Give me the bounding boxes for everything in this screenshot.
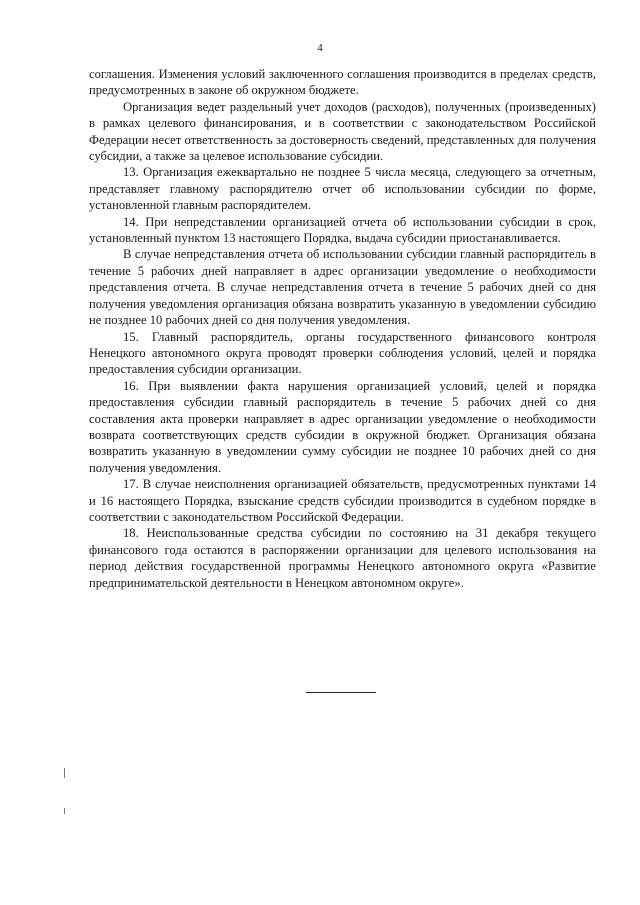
scan-speck [64, 768, 65, 778]
paragraph-14: 14. При непредставлении организацией отчета об использовании субсидии в срок, установленный пунктом 13 настоящего Порядка, выдача субсидии приостанавливается. [89, 214, 596, 246]
scan-speck [64, 808, 65, 814]
page-number: 4 [317, 42, 323, 54]
paragraph-14-notice: В случае непредставления отчета об использовании субсидии главный распорядитель в течение 5 рабочих дней направляет в адрес организации уведомление о необходимости представления отчета. В случае непредставления отчета в течение 5 рабочих дней со дня получения уведомления организация обязана возвратить указанную в уведомлении субсидию не позднее 10 рабочих дней со дня получения уведомления. [89, 247, 596, 328]
paragraph-18: 18. Неиспользованные средства субсидии по состоянию на 31 декабря текущего финансового года остаются в распоряжении организации для целевого использования на период действия государственной программы Ненецкого автономного округа «Развитие предпринимательской деятельности в Ненецком автономном округе». [89, 526, 596, 590]
paragraph-17: 17. В случае неисполнения организацией обязательств, предусмотренных пунктами 14 и 16 настоящего Порядка, взыскание средств субсидии производится в судебном порядке в соответствии с законодательством Российской Федерации. [89, 477, 596, 524]
end-divider [306, 692, 376, 693]
paragraph-separate-accounting: Организация ведет раздельный учет доходов (расходов), полученных (произведенных) в рамках целевого финансирования, и в соответствии с законодательством Российской Федерации несет ответственность за достоверность сведений, представленных для получения субсидии, а также за целевое использование субсидии. [89, 99, 596, 164]
paragraph-13: 13. Организация ежеквартально не позднее 5 числа месяца, следующего за отчетным, представляет главному распорядителю отчет об использовании субсидии по форме, установленной главным распорядителем. [89, 165, 596, 213]
document-body [89, 66, 596, 591]
paragraph-16: 16. При выявлении факта нарушения организацией условий, целей и порядка предоставления субсидии главный распорядитель в течение 5 рабочих дней со дня составления акта проверки направляет в адрес организации уведомление о необходимости возврата соответствующих средств субсидии в окружной бюджет. Организация обязана возвратить указанную в уведомлении сумму субсидии не позднее 10 рабочих дней со дня получения уведомления. [89, 378, 596, 475]
paragraph-15: 15. Главный распорядитель, органы государственного финансового контроля Ненецкого автономного округа проводят проверки соблюдения условий, целей и порядка предоставления субсидии организации. [89, 329, 596, 377]
paragraph-continuation: соглашения. Изменения условий заключенного соглашения производится в пределах средств, предусмотренных в законе об окружном бюджете. [89, 67, 596, 98]
